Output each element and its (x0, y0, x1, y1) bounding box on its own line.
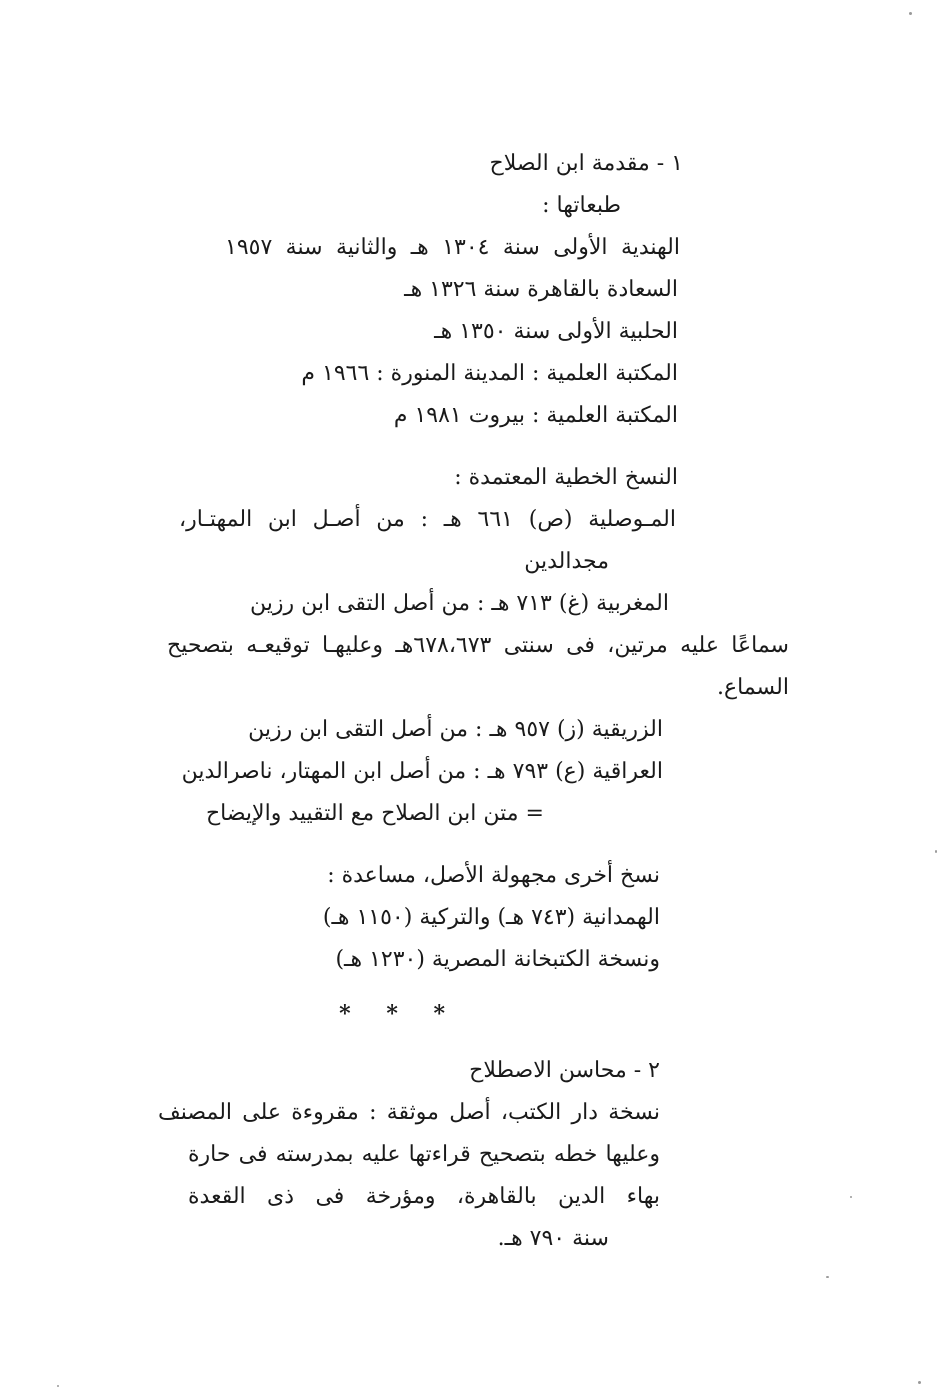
section2-line: بهاء الدين بالقاهرة، ومؤرخة فى ذى القعدة (188, 1184, 660, 1209)
section2-line: وعليها خطه بتصحيح قراءتها عليه بمدرسته فى حارة (188, 1142, 660, 1167)
scan-speck (918, 1381, 921, 1384)
scan-speck (57, 1385, 59, 1387)
section-separator: * * * (339, 1001, 459, 1027)
edition-line: المكتبة العلمية : بيروت ١٩٨١ م (393, 403, 678, 428)
edition-line: المكتبة العلمية : المدينة المنورة : ١٩٦٦ م (301, 361, 678, 386)
scan-speck (909, 12, 912, 15)
section2-line: نسخة دار الكتب، أصل موثقة : مقروءة على المصنف (158, 1100, 660, 1125)
manuscript-line: سماعًا عليه مرتين، فى سنتى ٦٧٨،٦٧٣هـ وعليهـا توقيعـه بتصحيح (167, 633, 789, 658)
section2-line: سنة ٧٩٠ هـ. (497, 1226, 609, 1251)
scan-speck (826, 1276, 829, 1278)
other-manuscript-line: ونسخة الكتبخانة المصرية (١٢٣٠ هـ) (335, 947, 660, 972)
other-manuscript-line: الهمدانية (٧٤٣ هـ) والتركية (١١٥٠ هـ) (322, 905, 660, 930)
section1-heading: ١ - مقدمة ابن الصلاح (489, 151, 683, 176)
editions-label: طبعاتها : (542, 193, 621, 218)
manuscript-line: مجدالدين (524, 549, 609, 574)
other-manuscripts-label: نسخ أخرى مجهولة الأصل، مساعدة : (327, 863, 660, 888)
edition-line: الحلبية الأولى سنة ١٣٥٠ هـ (434, 319, 678, 344)
scan-speck (935, 850, 937, 853)
scan-speck (850, 1196, 852, 1198)
manuscript-line: المغربية (غ) ٧١٣ هـ : من أصل التقى ابن رزين (250, 591, 669, 616)
manuscript-line: = متن ابن الصلاح مع التقييد والإيضاح (205, 801, 544, 826)
manuscript-line: الزريقية (ز) ٩٥٧ هـ : من أصل التقى ابن رزين (248, 717, 663, 742)
section2-heading: ٢ - محاسن الاصطلاح (469, 1058, 660, 1083)
edition-line: السعادة بالقاهرة سنة ١٣٢٦ هـ (404, 277, 678, 302)
manuscript-line: السماع. (717, 675, 789, 700)
manuscript-line: العراقية (ع) ٧٩٣ هـ : من أصل ابن المهتار، ناصرالدين (181, 759, 663, 784)
edition-line: الهندية الأولى سنة ١٣٠٤ هـ والثانية سنة ١٩٥٧ (225, 235, 681, 260)
manuscript-line: المـوصلية (ص) ٦٦١ هـ : من أصـل ابن المهتـار، (179, 507, 676, 532)
manuscripts-label: النسخ الخطية المعتمدة : (454, 465, 678, 490)
